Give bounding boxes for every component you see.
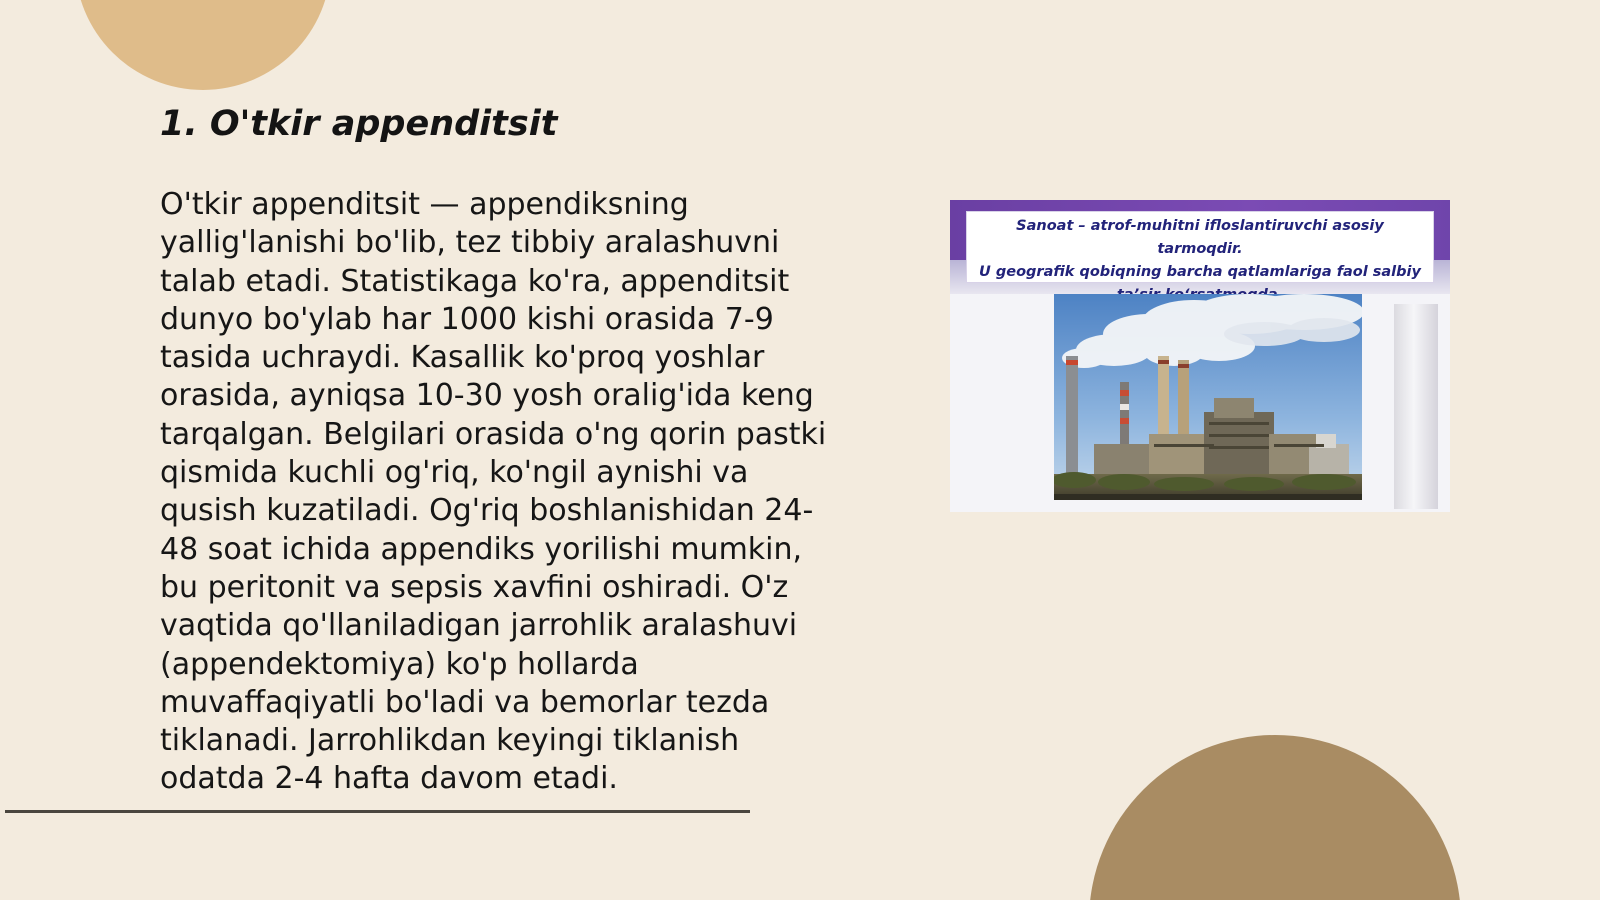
figure-column-decoration [1394, 304, 1438, 509]
figure-image [950, 200, 1450, 512]
figure-caption: Sanoat – atrof-muhitni ifloslantiruvchi asosiy tarmoqdir. U geografik qobiqning barcha qatlamlariga faol salbiy [966, 211, 1434, 283]
slide-title: 1. O'tkir appenditsit [160, 104, 558, 144]
decorative-circle-bottom [1089, 735, 1461, 900]
slide-body-text: O'tkir appenditsit — appendiksning yallig'lanishi bo'lib, tez tibbiy aralashuvni talab etadi. Statistikaga ko'ra, appenditsit dunyo bo'ylab har 1000 kishi orasida 7-9 tasida uchraydi. Kasallik ko'proq yoshlar orasida, ayniqsa 10-30 yosh oralig'ida keng tarqalgan. Belgilari orasida o'ng qorin pastki qismida kuchli og'riq, ko'ngil aynishi va qusish kuzatiladi. Og'riq boshlanishidan 24- 48 soat ichida appendiks yorilishi mumkin, bu peritonit va sepsis xavfini oshiradi. O'z vaqtida qo'llaniladigan jarrohlik aralashuvi (appendektomiya) ko'p hollarda muvaffaqiyatli bo'ladi va bemorlar tezda tiklanadi. Jarrohlikdan keyingi tiklanish odatda 2-4 hafta davom etadi. [160, 187, 827, 797]
decorative-circle-top [75, 0, 331, 90]
industrial-plant-photo [1054, 294, 1362, 500]
divider-line [5, 810, 750, 813]
